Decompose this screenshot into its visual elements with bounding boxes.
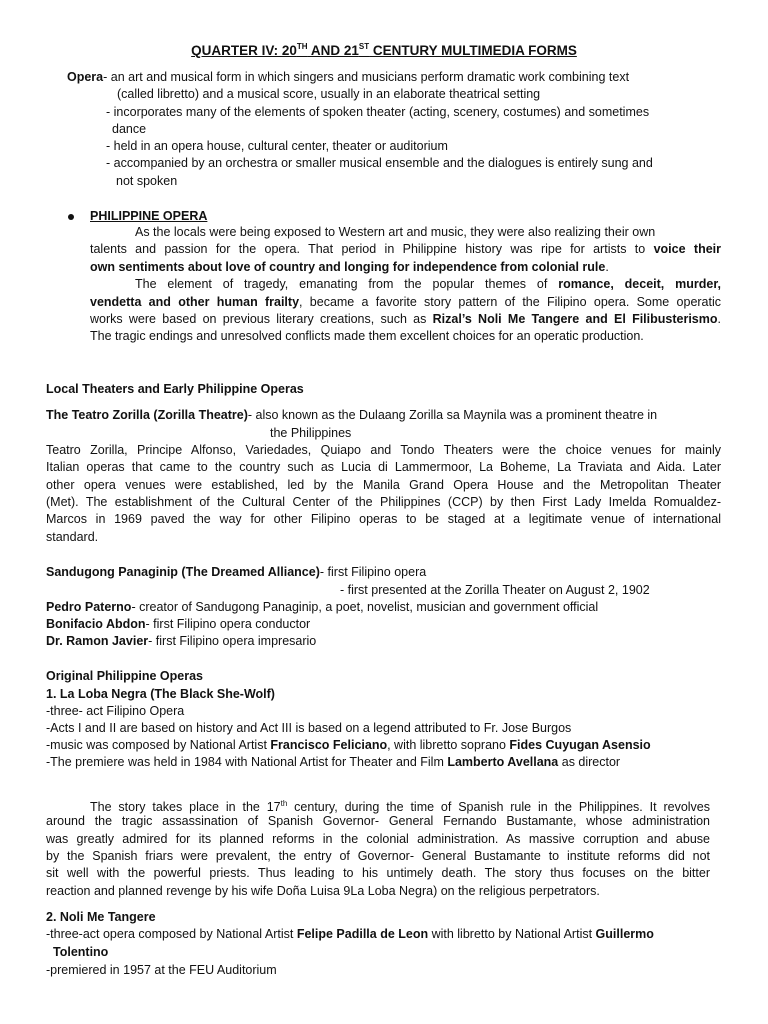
text-run: - first Filipino opera impresario (148, 634, 317, 648)
text-run-bold: vendetta and other human frailty (90, 295, 300, 309)
text-run-bold: The Teatro Zorilla (Zorilla Theatre) (46, 408, 248, 422)
text-run: -music was composed by National Artist (46, 738, 271, 752)
title-part: CENTURY MULTIMEDIA FORMS (369, 43, 577, 58)
teatro-zorilla-line (46, 407, 657, 423)
phil-para-1-line (90, 241, 721, 257)
text-run: with libretto by National Artist (428, 927, 596, 941)
text-run: century, during the time of Spanish rule in the Philippines. It revolves (287, 800, 710, 814)
ramon-javier-line (46, 633, 316, 649)
opera-def-text: - an art and musical form in which singers and musicians perform dramatic work combining text (103, 70, 630, 84)
text-run-bold: Francisco Feliciano (270, 738, 388, 752)
phil-para-1-line: As the locals were being exposed to Western art and music, they were also realizing their own (135, 225, 656, 239)
story-line: sit well with the powerful priests. Thus leading to his untimely death. The story thus focuses on the bitter (46, 866, 710, 880)
text-run: -three-act opera composed by National Artist (46, 927, 297, 941)
sandugong-line (46, 564, 426, 580)
local-para-line: standard. (46, 530, 99, 544)
noli-line (46, 926, 654, 942)
local-para-line: (Met). The establishment of the Cultural Center of the Philippines (CCP) by then First Lady Imelda Romualdez- (46, 495, 721, 509)
opera-term: Opera (67, 70, 104, 84)
phil-para-2-line: The tragic endings and unresolved conflicts made them excellent choices for an operatic production. (90, 329, 644, 343)
noli-line: -premiered in 1957 at the FEU Auditorium (46, 963, 277, 977)
page-title (0, 42, 768, 58)
text-run-bold: Bonifacio Abdon (46, 617, 146, 631)
text-run: - also known as the Dulaang Zorilla sa Maynila was a prominent theatre in (247, 408, 658, 422)
text-run: - first Filipino opera (319, 565, 427, 579)
text-run-bold: own sentiments about love of country and longing for independence from colonial rule (90, 260, 606, 274)
noli-heading: 2. Noli Me Tangere (46, 910, 156, 924)
text-run-bold: Dr. Ramon Javier (46, 634, 149, 648)
text-run-bold: Sandugong Panaginip (The Dreamed Alliance) (46, 565, 320, 579)
local-para-line: Teatro Zorilla, Principe Alfonso, Variedades, Quiapo and Tondo Theaters were the choice venues for mainly (46, 443, 721, 457)
phil-para-1-line (90, 259, 609, 275)
text-run-bold: Pedro Paterno (46, 600, 132, 614)
phil-para-2-line (90, 294, 721, 310)
text-run-bold: romance, deceit, murder, (558, 277, 721, 291)
local-theaters-heading: Local Theaters and Early Philippine Operas (46, 382, 304, 396)
local-para-line: other opera venues were established, led by the Manila Grand Opera House and the Metropolitan Theater (46, 478, 721, 492)
text-run-bold: Guillermo (595, 927, 654, 941)
la-loba-line (46, 754, 620, 770)
bonifacio-abdon-line (46, 616, 310, 632)
la-loba-line: -three- act Filipino Opera (46, 704, 185, 718)
phil-para-2-line (135, 276, 721, 292)
text-run-bold: voice their (653, 242, 722, 256)
title-sup-st: ST (358, 42, 370, 51)
text-run: , with libretto soprano (387, 738, 510, 752)
text-run-bold: Fides Cuyugan Asensio (509, 738, 651, 752)
text-run-bold: Rizal’s Noli Me Tangere and El Filibusterismo (432, 312, 718, 326)
text-run: works were based on previous literary creations, such as (90, 312, 433, 326)
text-run-bold: Lamberto Avellana (447, 755, 559, 769)
opera-definition-line (67, 69, 629, 85)
pedro-paterno-line (46, 599, 598, 615)
text-run-bold: Felipe Padilla de Leon (296, 927, 429, 941)
text-run: The story takes place in the 17 (90, 800, 281, 814)
text-run: -The premiere was held in 1984 with National Artist for Theater and Film (46, 755, 448, 769)
story-line: by the Spanish friars were prevalent, the entry of Governor- General Bustamante to institute reforms did not (46, 849, 710, 863)
text-run: . (717, 312, 721, 326)
philippine-opera-heading: PHILIPPINE OPERA (90, 209, 208, 223)
text-run: The element of tragedy, emanating from the popular themes of (135, 277, 559, 291)
text-run: talents and passion for the opera. That period in Philippine history was ripe for artists to (90, 242, 654, 256)
teatro-zorilla-cont: the Philippines (270, 426, 352, 440)
text-run-sup: th (280, 799, 288, 808)
local-para-line: Italian operas that came to the country such as Lucia di Lammermoor, La Boheme, La Traviata and Aida. Later (46, 460, 721, 474)
text-run: , became a favorite story pattern of the Filipino opera. Some operatic (299, 295, 722, 309)
sandugong-cont: - first presented at the Zorilla Theater on August 2, 1902 (340, 583, 650, 597)
noli-line-cont: Tolentino (53, 945, 109, 959)
story-line: around the tragic assassination of Spanish Governor- General Fernando Bustamante, whose administration (46, 814, 710, 828)
original-operas-heading: Original Philippine Operas (46, 669, 203, 683)
title-sup-th: TH (296, 42, 308, 51)
opera-bullet-1-cont: dance (112, 122, 147, 136)
la-loba-negra-heading: 1. La Loba Negra (The Black She-Wolf) (46, 687, 275, 701)
opera-def-line-2: (called libretto) and a musical score, usually in an elaborate theatrical setting (117, 87, 541, 101)
local-para-line: Marcos in 1969 paved the way for other Filipino operas to be staged at a legitimate venue of international (46, 512, 721, 526)
la-loba-line (46, 737, 651, 753)
text-run: - first Filipino opera conductor (145, 617, 311, 631)
title-part: QUARTER IV: 20 (191, 43, 297, 58)
opera-bullet-2: - held in an opera house, cultural center, theater or auditorium (106, 139, 448, 153)
text-run: as director (558, 755, 621, 769)
opera-bullet-3-cont: not spoken (116, 174, 178, 188)
story-line: reaction and planned revenge by his wife Doña Luisa 9La Loba Negra) on the religious perpetrators. (46, 884, 600, 898)
text-run: - creator of Sandugong Panaginip, a poet, novelist, musician and government official (131, 600, 599, 614)
opera-bullet-1: - incorporates many of the elements of spoken theater (acting, scenery, costumes) and sometimes (106, 105, 650, 119)
bullet-dot-icon (68, 214, 74, 220)
opera-bullet-3: - accompanied by an orchestra or smaller musical ensemble and the dialogues is entirely sung and (106, 156, 653, 170)
story-line: was greatly admired for its planned reforms in the colonial administration. As massive corruption and abuse (46, 832, 710, 846)
text-run: . (605, 260, 609, 274)
title-part: AND 21 (307, 43, 359, 58)
la-loba-line: -Acts I and II are based on history and Act III is based on a legend attributed to Fr. Jose Burgos (46, 721, 572, 735)
phil-para-2-line (90, 311, 721, 327)
